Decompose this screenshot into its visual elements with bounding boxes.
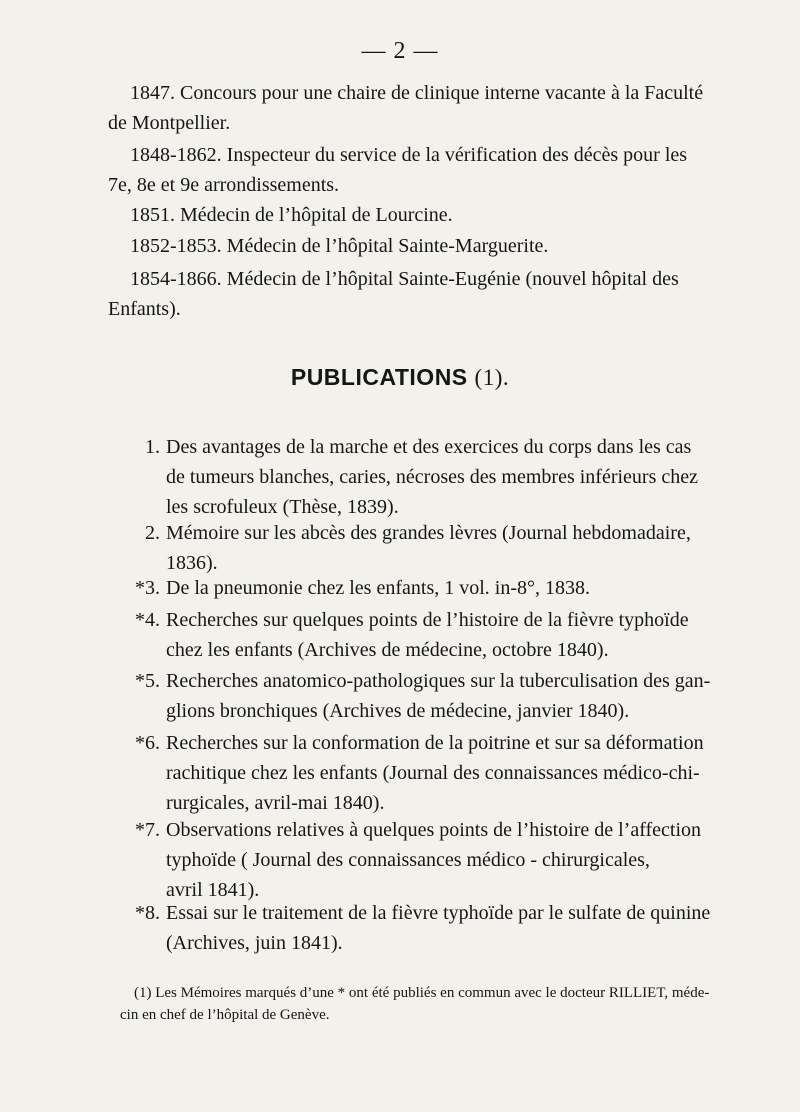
publication-line: Des avantages de la marche et des exercices du corps dans les cas (166, 436, 692, 458)
publication-number: *3. (135, 577, 160, 599)
career-date: 1852-1853. (130, 235, 222, 257)
publication-line: Recherches sur quelques points de l’histoire de la fièvre typhoïde (166, 609, 689, 631)
publication-line: (Archives, juin 1841). (166, 932, 343, 954)
career-date: 1848-1862. (130, 144, 222, 166)
career-date: 1851. (130, 204, 175, 226)
career-text-cont: 7e, 8e et 9e arrondissements. (108, 174, 340, 196)
career-text: Inspecteur du service de la vérification des décès pour les (226, 144, 688, 166)
publication-number: *7. (135, 819, 160, 841)
publication-line: de tumeurs blanches, caries, nécroses des membres inférieurs chez (166, 466, 699, 488)
section-heading (0, 364, 800, 391)
footnote (120, 982, 762, 1026)
publication-line: Mémoire sur les abcès des grandes lèvres (Journal hebdomadaire, (166, 522, 691, 544)
publication-line: rachitique chez les enfants (Journal des connaissances médico-chi- (166, 762, 700, 784)
career-entry (108, 78, 758, 138)
publication-line: typhoïde ( Journal des connaissances médico - chirurgicales, (166, 849, 650, 871)
publication-number: *4. (135, 609, 160, 631)
publication-line: les scrofuleux (Thèse, 1839). (166, 496, 399, 518)
footnote-ref: (1). (474, 365, 510, 390)
career-date: 1854-1866. (130, 268, 222, 290)
publication-line: De la pneumonie chez les enfants, 1 vol. in-8°, 1838. (166, 577, 590, 599)
publication-line: rurgicales, avril-mai 1840). (166, 792, 385, 814)
publication-line: Recherches sur la conformation de la poitrine et sur sa déformation (166, 732, 704, 754)
career-entry (108, 231, 758, 261)
publication-line: Recherches anatomico-pathologiques sur la tuberculisation des gan- (166, 670, 711, 692)
publication-line: glions bronchiques (Archives de médecine, janvier 1840). (166, 700, 630, 722)
publication-line: Observations relatives à quelques points de l’histoire de l’affection (166, 819, 702, 841)
career-text: Médecin de l’hôpital de Lourcine. (180, 204, 453, 226)
footnote-line: (1) Les Mémoires marqués d’une * ont été publiés en commun avec le docteur RILLIET, méde- (134, 985, 710, 1001)
publication-number: *6. (135, 732, 160, 754)
publication-number: 1. (145, 436, 160, 458)
career-text: Médecin de l’hôpital Sainte-Marguerite. (226, 235, 549, 257)
career-text-cont: Enfants). (108, 298, 181, 320)
publication-number: 2. (145, 522, 160, 544)
heading-title: PUBLICATIONS (290, 364, 468, 390)
publication-number: *8. (135, 902, 160, 924)
career-date: 1847. (130, 82, 175, 104)
publication-number: *5. (135, 670, 160, 692)
career-text: Concours pour une chaire de clinique interne vacante à la Faculté (180, 82, 704, 104)
publication-line: avril 1841). (166, 879, 260, 901)
career-entry (108, 264, 758, 324)
page-number: — 2 — (361, 38, 439, 64)
publication-line: chez les enfants (Archives de médecine, octobre 1840). (166, 639, 609, 661)
publication-line: Essai sur le traitement de la fièvre typhoïde par le sulfate de quinine (166, 902, 711, 924)
career-entry (108, 200, 758, 230)
footnote-line: cin en chef de l’hôpital de Genève. (120, 1007, 330, 1023)
publication-line: 1836). (166, 552, 218, 574)
career-text-cont: de Montpellier. (108, 112, 231, 134)
career-entry (108, 140, 758, 200)
career-text: Médecin de l’hôpital Sainte-Eugénie (nouvel hôpital des (226, 268, 679, 290)
